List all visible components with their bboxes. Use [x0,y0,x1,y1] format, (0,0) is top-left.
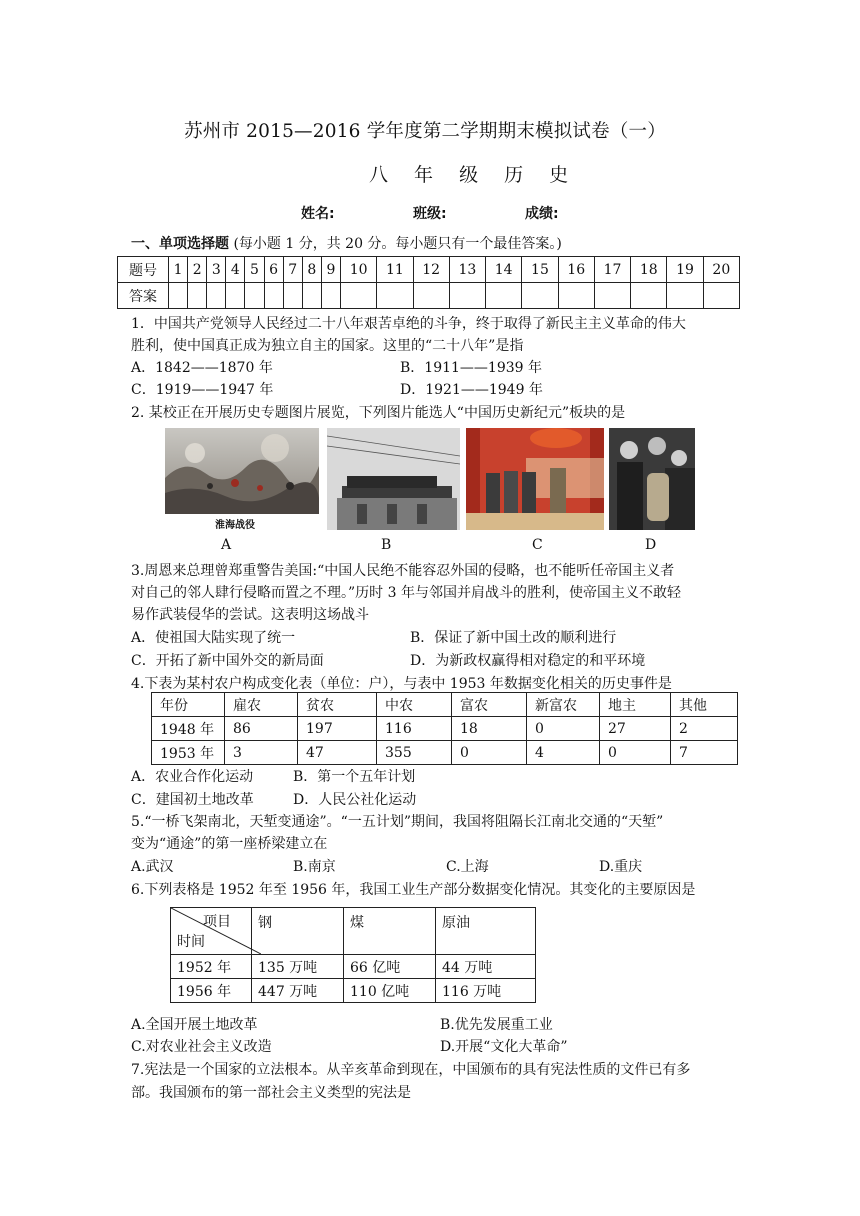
q4-option-b: B．第一个五年计划 [293,769,416,785]
answer-cell[interactable] [631,283,667,309]
answer-cell[interactable] [245,283,264,309]
question-number-cell: 18 [631,257,667,283]
answer-cell[interactable] [377,283,413,309]
q6-cell: 135 万吨 [252,955,344,979]
q3-option-a: A．使祖国大陆实现了统一 [131,630,296,646]
q6-cell: 44 万吨 [436,955,536,979]
answer-cell[interactable] [188,283,207,309]
q4-cell: 116 [377,717,452,741]
q6-col-header: 原油 [436,908,536,955]
q4-th: 新富农 [527,693,600,717]
number-row-label: 题号 [118,257,169,283]
q4-cell: 197 [298,717,377,741]
q6-cell: 110 亿吨 [344,979,436,1003]
q6-option-c: C.对农业社会主义改造 [131,1039,272,1055]
question-number-cell: 20 [703,257,739,283]
answer-table-answer-row [118,283,740,309]
q4-table-header [152,693,738,717]
question-number-cell: 15 [522,257,558,283]
class-label: 班级: [413,206,447,222]
table-row [152,741,738,765]
section-title: 一、单项选择题 [131,236,229,252]
answer-cell[interactable] [449,283,485,309]
answer-table [117,256,740,309]
q6-col-header: 钢 [252,908,344,955]
q6-corner-top: 项目 [203,914,231,930]
q5-option-c: C.上海 [446,859,489,875]
q6-col-header: 煤 [344,908,436,955]
q5-option-b: B.南京 [293,859,336,875]
section-note: (每小题 1 分，共 20 分。每小题只有一个最佳答案。) [233,236,562,252]
answer-cell[interactable] [207,283,226,309]
section-heading [131,233,562,253]
q4-cell: 1953 年 [152,741,225,765]
question-number-cell: 10 [340,257,376,283]
question-number-cell: 8 [302,257,321,283]
q6-cell: 1952 年 [171,955,252,979]
q2-line1: 2. 某校正在开展历史专题图片展览，下列图片能选人“中国历史新纪元”板块的是 [131,405,626,421]
question-number-cell: 9 [321,257,340,283]
q1-option-c: C．1919——1947 年 [131,382,274,398]
answer-cell[interactable] [522,283,558,309]
q4-cell: 2 [671,717,738,741]
q1-line2: 胜利，使中国真正成为独立自主的国家。这里的“二十八年”是指 [131,338,524,354]
question-number-cell: 17 [594,257,630,283]
q4-option-d: D．人民公社化运动 [293,792,417,808]
q7-line1: 7.宪法是一个国家的立法根本。从辛亥革命到现在，中国颁布的具有宪法性质的文件已有多 [131,1062,691,1078]
q6-cell: 447 万吨 [252,979,344,1003]
q5-option-a: A.武汉 [131,859,174,875]
q1-option-a: A．1842——1870 年 [131,360,273,376]
q4-th: 其他 [671,693,738,717]
q6-table-header [171,908,536,955]
question-number-cell: 2 [188,257,207,283]
q4-th: 雇农 [225,693,298,717]
q7-line2: 部。我国颁布的第一部社会主义类型的宪法是 [131,1085,411,1101]
q5-line1: 5.“一桥飞架南北，天堑变通途”。“一五计划”期间，我国将阻隔长江南北交通的“天堑” [131,814,664,830]
q5-option-d: D.重庆 [599,859,643,875]
answer-cell[interactable] [667,283,703,309]
answer-row-label: 答案 [118,283,169,309]
q6-corner-bottom: 时间 [177,934,205,950]
q4-option-a: A．农业合作化运动 [131,769,254,785]
answer-cell[interactable] [226,283,245,309]
answer-cell[interactable] [486,283,522,309]
q4-line1: 4.下表为某村农户构成变化表（单位：户），与表中 1953 年数据变化相关的历史事件是 [131,676,672,692]
question-number-cell: 5 [245,257,264,283]
q4-cell: 1948 年 [152,717,225,741]
q4-th: 富农 [452,693,527,717]
q4-cell: 0 [527,717,600,741]
q4-table [151,692,738,765]
q1-option-b: B．1911——1939 年 [400,360,542,376]
question-number-cell: 7 [283,257,302,283]
q2-label-c: C [532,537,543,553]
question-number-cell: 11 [377,257,413,283]
q6-option-b: B.优先发展重工业 [440,1017,553,1033]
q4-option-c: C．建国初土地改革 [131,792,254,808]
q4-cell: 7 [671,741,738,765]
q4-th: 地主 [600,693,671,717]
table-row [171,955,536,979]
answer-cell[interactable] [594,283,630,309]
q6-cell: 1956 年 [171,979,252,1003]
image-a-caption: 淮海战役 [215,520,255,531]
answer-cell[interactable] [169,283,188,309]
image-a-battle-painting [165,428,319,514]
q4-cell: 0 [452,741,527,765]
q2-label-b: B [381,537,392,553]
question-number-cell: 14 [486,257,522,283]
q4-cell: 0 [600,741,671,765]
answer-cell[interactable] [340,283,376,309]
question-number-cell: 6 [264,257,283,283]
q6-cell: 66 亿吨 [344,955,436,979]
question-number-cell: 12 [413,257,449,283]
image-b-platform-photo [327,428,460,530]
q3-option-b: B．保证了新中国土改的顺利进行 [410,630,617,646]
question-number-cell: 3 [207,257,226,283]
table-row [171,979,536,1003]
q6-option-d: D.开展“文化大革命” [440,1039,568,1055]
q2-label-a: A [221,537,232,553]
q5-line2: 变为“通途”的第一座桥梁建立在 [131,836,328,852]
score-label: 成绩: [525,206,559,222]
answer-cell[interactable] [321,283,340,309]
question-number-cell: 4 [226,257,245,283]
q1-line1: 1．中国共产党领导人民经过二十八年艰苦卓绝的斗争，终于取得了新民主主义革命的伟大 [131,316,686,332]
question-number-cell: 13 [449,257,485,283]
exam-subtitle: 八 年 级 历 史 [369,164,579,186]
q4-cell: 4 [527,741,600,765]
image-d-people-photo [609,428,695,530]
answer-table-number-row [118,257,740,283]
q6-corner-cell [171,908,252,955]
answer-cell[interactable] [703,283,739,309]
q4-cell: 86 [225,717,298,741]
image-c-ceremony-painting [466,428,604,530]
question-number-cell: 1 [169,257,188,283]
q3-option-d: D．为新政权赢得相对稳定的和平环境 [410,653,646,669]
answer-cell[interactable] [302,283,321,309]
q6-cell: 116 万吨 [436,979,536,1003]
q3-option-c: C．开拓了新中国外交的新局面 [131,653,324,669]
q4-cell: 3 [225,741,298,765]
q4-th: 贫农 [298,693,377,717]
exam-title: 苏州市 2015—2016 学年度第二学期期末模拟试卷（一） [184,121,666,142]
answer-cell[interactable] [413,283,449,309]
q6-line1: 6.下列表格是 1952 年至 1956 年，我国工业生产部分数据变化情况。其变化的主要原因是 [131,882,696,898]
answer-cell[interactable] [264,283,283,309]
question-number-cell: 16 [558,257,594,283]
q3-line2: 对自己的邻人肆行侵略而置之不理。”历时 3 年与邻国并肩战斗的胜利，使帝国主义不敢轻 [131,585,681,601]
answer-cell[interactable] [283,283,302,309]
q4-cell: 47 [298,741,377,765]
q4-cell: 27 [600,717,671,741]
answer-cell[interactable] [558,283,594,309]
q4-th: 年份 [152,693,225,717]
name-label: 姓名: [301,206,335,222]
q1-option-d: D．1921——1949 年 [400,382,543,398]
q3-line1: 3.周恩来总理曾郑重警告美国:“中国人民绝不能容忍外国的侵略，也不能听任帝国主义者 [131,563,675,579]
q4-cell: 355 [377,741,452,765]
q4-cell: 18 [452,717,527,741]
q6-option-a: A.全国开展土地改革 [131,1017,258,1033]
q3-line3: 易作武装侵华的尝试。这表明这场战斗 [131,607,369,623]
q2-label-d: D [645,537,657,553]
q6-table [170,907,536,1003]
question-number-cell: 19 [667,257,703,283]
table-row [152,717,738,741]
q4-th: 中农 [377,693,452,717]
